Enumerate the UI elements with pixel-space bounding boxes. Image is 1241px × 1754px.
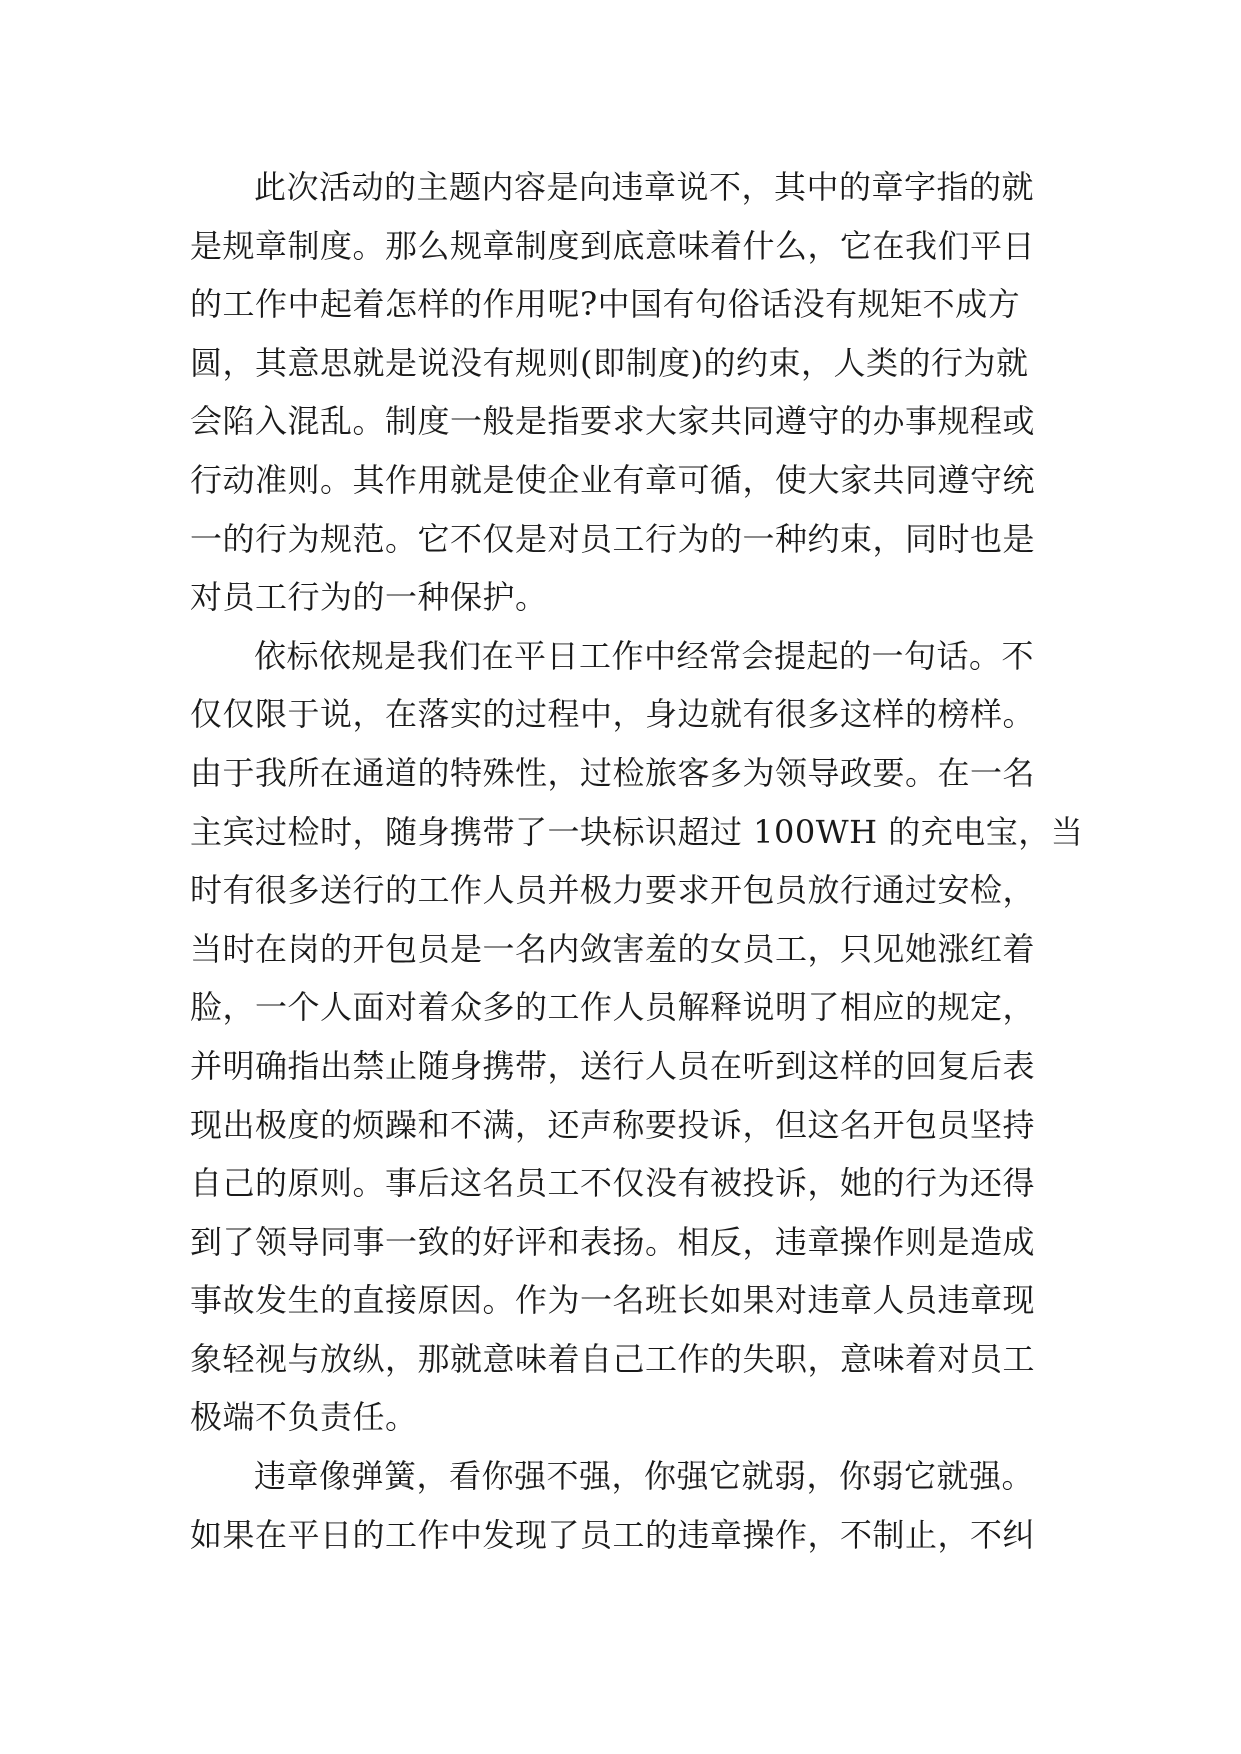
text-line-10: 仅仅限于说，在落实的过程中，身边就有很多这样的榜样。 bbox=[190, 695, 1036, 734]
text-line-5: 会陷入混乱。制度一般是指要求大家共同遵守的办事规程或 bbox=[190, 402, 1036, 441]
text-line-21: 象轻视与放纵，那就意味着自己工作的失职，意味着对员工 bbox=[190, 1339, 1036, 1378]
text-line-23: 违章像弹簧，看你强不强，你强它就弱，你弱它就强。 bbox=[254, 1457, 1035, 1496]
text-line-3: 的工作中起着怎样的作用呢?中国有句俗话没有规矩不成方 bbox=[190, 285, 1021, 324]
text-line-22: 极端不负责任。 bbox=[190, 1398, 418, 1437]
text-line-12: 主宾过检时，随身携带了一块标识超过 100WH 的充电宝，当 bbox=[190, 812, 1084, 851]
text-line-20: 事故发生的直接原因。作为一名班长如果对违章人员违章现 bbox=[190, 1281, 1036, 1320]
text-line-18: 自己的原则。事后这名员工不仅没有被投诉，她的行为还得 bbox=[190, 1164, 1036, 1203]
text-line-14: 当时在岗的开包员是一名内敛害羞的女员工，只见她涨红着 bbox=[190, 929, 1036, 968]
text-line-9: 依标依规是我们在平日工作中经常会提起的一句话。不 bbox=[254, 636, 1035, 675]
text-line-6: 行动准则。其作用就是使企业有章可循，使大家共同遵守统 bbox=[190, 460, 1036, 499]
text-line-11: 由于我所在通道的特殊性，过检旅客多为领导政要。在一名 bbox=[190, 753, 1036, 792]
text-line-2: 是规章制度。那么规章制度到底意味着什么，它在我们平日 bbox=[190, 226, 1036, 265]
text-line-15: 脸，一个人面对着众多的工作人员解释说明了相应的规定， bbox=[190, 988, 1036, 1027]
text-line-16: 并明确指出禁止随身携带，送行人员在听到这样的回复后表 bbox=[190, 1046, 1036, 1085]
body-text bbox=[190, 158, 1084, 1564]
text-line-1: 此次活动的主题内容是向违章说不，其中的章字指的就 bbox=[254, 168, 1035, 206]
text-line-17: 现出极度的烦躁和不满，还声称要投诉，但这名开包员坚持 bbox=[190, 1105, 1036, 1144]
text-line-8: 对员工行为的一种保护。 bbox=[190, 578, 548, 617]
text-line-13: 时有很多送行的工作人员并极力要求开包员放行通过安检， bbox=[190, 871, 1036, 910]
text-line-19: 到了领导同事一致的好评和表扬。相反，违章操作则是造成 bbox=[190, 1222, 1036, 1261]
text-line-7: 一的行为规范。它不仅是对员工行为的一种约束，同时也是 bbox=[190, 519, 1036, 558]
text-line-24: 如果在平日的工作中发现了员工的违章操作，不制止，不纠 bbox=[190, 1515, 1036, 1554]
text-line-4: 圆，其意思就是说没有规则(即制度)的约束，人类的行为就 bbox=[190, 343, 1029, 382]
